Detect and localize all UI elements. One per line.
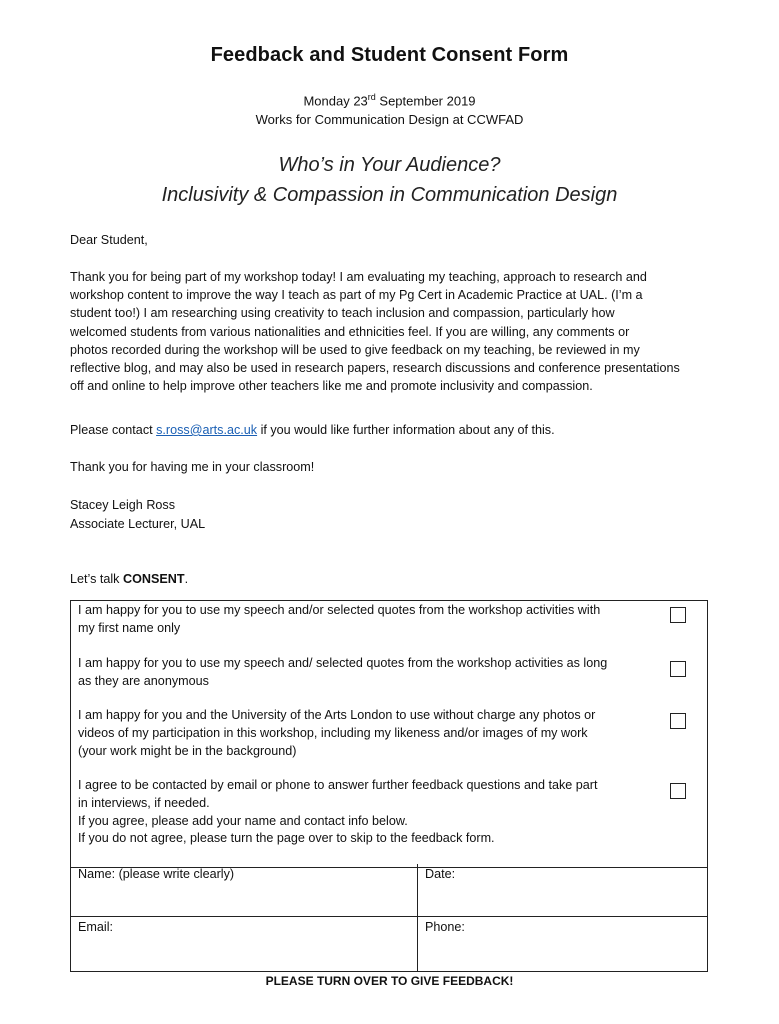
letter-line: welcomed students from various nationalities and ethnicities feel. If you are willing, any comments or xyxy=(70,324,630,339)
consent-intro: Let’s talk CONSENT. xyxy=(70,572,189,586)
letter-line: reflective blog, and may also be used in research papers, research discussions and conference presentations xyxy=(70,361,680,376)
greeting: Dear Student, xyxy=(70,233,148,247)
consent-item-photos: I am happy for you and the University of the Arts London to use without charge any photos or videos of my participation in this workshop, including my likeness and/or images of my work (your work might be in the background) xyxy=(71,707,707,777)
thanks-line: Thank you for having me in your classroom! xyxy=(70,460,315,474)
consent-checkbox-anonymous[interactable] xyxy=(670,661,686,677)
name-label: Name: (please write clearly) xyxy=(78,867,235,881)
letter-body xyxy=(70,268,710,395)
letter-line: Thank you for being part of my workshop today! I am evaluating my teaching, approach to research and xyxy=(70,270,647,284)
signature-name: Stacey Leigh Ross xyxy=(70,498,176,512)
phone-field[interactable] xyxy=(418,917,707,971)
letter-line: photos recorded during the workshop will be used to give feedback on my teaching, be reviewed in my xyxy=(70,342,640,357)
page-title: Feedback and Student Consent Form xyxy=(210,44,569,66)
workshop-title: Who’s in Your Audience? xyxy=(278,154,501,176)
email-field[interactable] xyxy=(71,917,418,971)
consent-checkbox-first-name[interactable] xyxy=(670,607,686,623)
turn-over-notice: PLEASE TURN OVER TO GIVE FEEDBACK! xyxy=(265,974,514,988)
consent-checkbox-photos[interactable] xyxy=(670,713,686,729)
event-date: Monday 23rd September 2019 xyxy=(303,92,476,109)
contact-line: Please contact s.ross@arts.ac.uk if you would like further information about any of this. xyxy=(70,423,555,437)
date-label: Date: xyxy=(425,867,456,881)
signature-role: Associate Lecturer, UAL xyxy=(70,517,206,531)
phone-label: Phone: xyxy=(425,920,465,934)
letter-line: student too!) I am researching using creativity to teach inclusion and compassion, particularly how xyxy=(70,306,615,321)
date-field[interactable] xyxy=(418,864,707,917)
consent-item-contact: I agree to be contacted by email or phone to answer further feedback questions and take part in interviews, if needed. If you agree, please add your name and contact info below. If you do not agree, please turn the page over to skip to the feedback form. xyxy=(71,777,707,867)
consent-item-anonymous: I am happy for you to use my speech and/ selected quotes from the workshop activities as long as they are anonymous xyxy=(71,655,707,707)
letter-line: off and online to help improve other teachers like me and promote inclusivity and compassion. xyxy=(70,379,593,394)
consent-table xyxy=(70,600,708,868)
letter-line: workshop content to improve the way I teach as part of my Pg Cert in Academic Practice at UAL. (I’m a xyxy=(70,288,643,303)
event-venue: Works for Communication Design at CCWFAD xyxy=(255,112,524,127)
workshop-subtitle: Inclusivity & Compassion in Communication Design xyxy=(161,184,618,206)
email-label: Email: xyxy=(78,920,113,934)
consent-checkbox-contact[interactable] xyxy=(670,783,686,799)
contact-info-grid xyxy=(70,864,708,972)
signature xyxy=(70,496,710,534)
name-field[interactable] xyxy=(71,864,418,917)
contact-email-link[interactable]: s.ross@arts.ac.uk xyxy=(156,423,258,437)
consent-item-first-name: I am happy for you to use my speech and/or selected quotes from the workshop activities with my first name only xyxy=(71,601,707,655)
